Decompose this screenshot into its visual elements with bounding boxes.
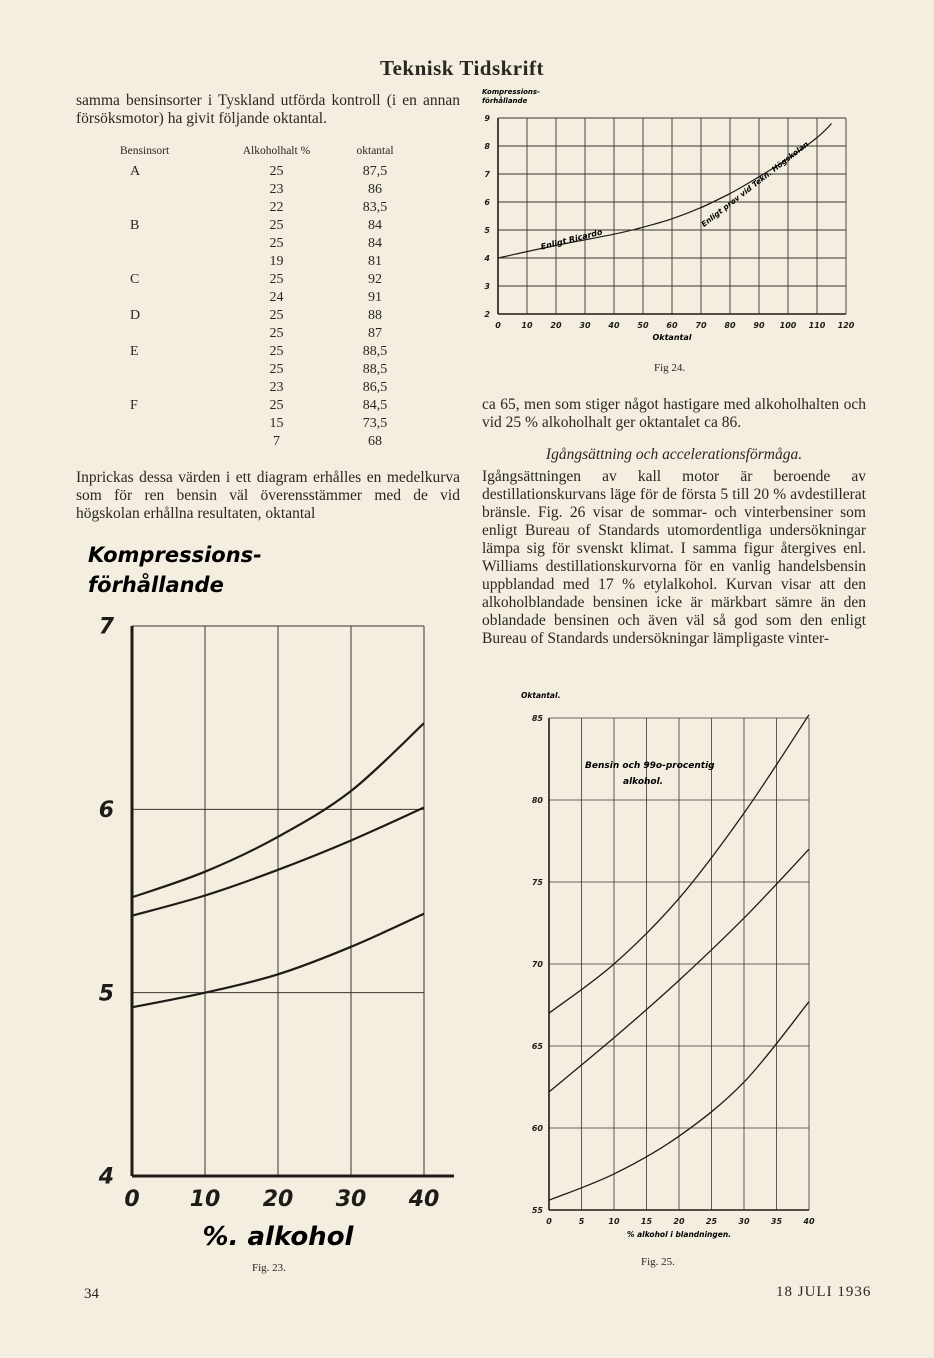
table-cell-sort — [120, 325, 213, 343]
table-cell-alcohol: 25 — [269, 236, 284, 251]
table-cell-sort — [120, 361, 213, 379]
series-label: Enligt prov vid Tekn. Högskolan — [699, 139, 811, 229]
x-tick-label: 90 — [753, 321, 765, 330]
section-heading: Igångsättning och accelerationsförmåga. — [545, 446, 803, 463]
table-cell-alcohol: 15 — [269, 416, 284, 431]
y-tick-label: 8 — [484, 141, 490, 151]
table-cell-alcohol: 22 — [269, 200, 284, 215]
x-tick-label: 5 — [578, 1217, 585, 1226]
table-row — [120, 343, 410, 361]
table-row — [120, 361, 410, 379]
octane-table — [120, 145, 410, 451]
x-tick-label: 70 — [695, 321, 707, 330]
table-row — [120, 181, 410, 199]
y-tick-label: 4 — [484, 253, 490, 263]
table-row — [120, 307, 410, 325]
x-tick-label: 50 — [637, 321, 649, 330]
table-row — [120, 163, 410, 181]
fig25-chart — [515, 686, 835, 1246]
table-cell-octane: 86 — [368, 182, 383, 197]
x-axis-title: %. alkohol — [202, 1222, 354, 1252]
table-row — [120, 415, 410, 433]
y-axis-title: Oktantal. — [521, 691, 561, 700]
x-tick-label: 20 — [550, 321, 562, 330]
x-tick-label: 25 — [705, 1217, 718, 1226]
table-cell-sort — [120, 379, 213, 397]
right-paragraph-2: Igångsättningen av kall motor är beroende av destillationskurvans läge för de första 5 till 20 % avdestillerat bränsle. Fig. 26 visar de sommar- och vinterbensiner som enligt Bureau of Standards utomordentliga undersökningar lämpa sig för svenskt klimat. I samma figur återgives enl. Williams destillationskurvorna för en vanlig handelsbensin uppblandad med 17 % etylalkohol. Kurvan visar att den alkoholblandade bensinen icke är märkbart sämre än den oblandade bensinen och även väl så god som den enligt Bureau of Standards undersökningar lämpligaste vinter- — [482, 468, 866, 647]
table-cell-sort: F — [130, 398, 138, 413]
table-cell-octane: 73,5 — [362, 416, 388, 431]
fig23-chart — [80, 540, 470, 1280]
x-tick-label: 40 — [608, 321, 620, 330]
table-cell-sort — [120, 415, 213, 433]
right-paragraph-1: ca 65, men som stiger något hastigare med alkoholhalten och vid 25 % alkoholhalt ger oktantalet ca 86. — [482, 396, 866, 431]
y-tick-label: 3 — [484, 281, 490, 291]
x-tick-label: 80 — [724, 321, 736, 330]
y-tick-label: 65 — [531, 1041, 543, 1051]
table-cell-alcohol: 7 — [272, 434, 280, 449]
table-cell-sort: C — [130, 272, 140, 287]
left-paragraph: Inprickas dessa värden i ett diagram erhålles en medelkurva som för ren bensin väl överensstämmer med de vid högskolan erhållna resultaten, oktantal — [76, 469, 460, 522]
x-tick-label: 30 — [579, 321, 591, 330]
x-tick-label: 110 — [808, 321, 826, 330]
x-tick-label: 120 — [837, 321, 855, 330]
x-tick-label: 0 — [546, 1217, 552, 1226]
table-row — [120, 235, 410, 253]
table-row — [120, 289, 410, 307]
table-cell-octane: 91 — [368, 290, 383, 305]
series-label: Enligt Ricardo — [539, 227, 604, 252]
fig24-chart — [470, 82, 870, 382]
table-cell-octane: 84 — [368, 236, 383, 251]
table-header: Alkoholhalt % — [242, 145, 311, 157]
table-cell-sort — [120, 235, 213, 253]
table-cell-alcohol: 24 — [269, 290, 284, 305]
table-cell-alcohol: 25 — [269, 362, 284, 377]
y-axis-title: förhållande — [88, 573, 224, 597]
table-cell-octane: 92 — [368, 272, 383, 287]
issue-date: 18 JULI 1936 — [776, 1284, 872, 1300]
x-tick-label: 10 — [521, 321, 533, 330]
table-cell-octane: 88 — [368, 308, 383, 323]
y-tick-label: 6 — [484, 197, 490, 207]
table-cell-sort — [120, 181, 213, 199]
series-line-2 — [701, 124, 832, 208]
y-tick-label: 55 — [531, 1205, 543, 1215]
table-cell-alcohol: 25 — [269, 344, 284, 359]
table-cell-alcohol: 23 — [269, 380, 284, 395]
fig23-caption: Fig. 23. — [252, 1262, 286, 1274]
table-cell-sort: D — [130, 308, 141, 323]
table-row — [120, 217, 410, 235]
left-intro-text: samma bensinsorter i Tyskland utförda kontroll (i en annan försöksmotor) ha givit följande oktantal. — [76, 92, 460, 127]
y-tick-label: 60 — [531, 1123, 543, 1133]
y-axis-title: Kompressions- — [88, 543, 262, 567]
chart-annotation: alkohol. — [623, 777, 664, 787]
table-row — [120, 379, 410, 397]
x-tick-label: 35 — [770, 1217, 783, 1226]
x-tick-label: 30 — [738, 1217, 750, 1226]
x-tick-label: 40 — [408, 1187, 440, 1212]
y-tick-label: 9 — [484, 113, 490, 123]
table-cell-alcohol: 25 — [269, 218, 284, 233]
y-tick-label: 75 — [531, 877, 543, 887]
y-tick-label: 70 — [531, 959, 543, 969]
page-number: 34 — [84, 1286, 99, 1302]
table-cell-sort: B — [130, 218, 140, 233]
x-tick-label: 30 — [335, 1187, 367, 1212]
table-row — [120, 433, 410, 451]
table-cell-octane: 88,5 — [362, 362, 388, 377]
table-cell-sort — [120, 199, 213, 217]
y-tick-label: 6 — [98, 798, 114, 824]
table-cell-octane: 88,5 — [362, 344, 388, 359]
y-tick-label: 4 — [98, 1164, 114, 1190]
table-cell-sort — [120, 433, 213, 451]
table-cell-octane: 87 — [368, 326, 383, 341]
table-cell-sort — [120, 289, 213, 307]
table-cell-octane: 84,5 — [362, 398, 388, 413]
y-tick-label: 2 — [484, 309, 490, 319]
y-tick-label: 85 — [531, 713, 543, 723]
table-cell-octane: 84 — [368, 218, 383, 233]
x-tick-label: 15 — [640, 1217, 653, 1226]
table-cell-sort — [120, 253, 213, 271]
table-row — [120, 199, 410, 217]
table-header: Bensinsort — [120, 145, 170, 157]
y-axis-title: Kompressions- — [482, 88, 540, 96]
y-tick-label: 5 — [484, 225, 490, 235]
table-cell-alcohol: 25 — [269, 308, 284, 323]
y-tick-label: 80 — [531, 795, 543, 805]
fig25-caption: Fig. 25. — [641, 1256, 675, 1268]
table-cell-octane: 81 — [368, 254, 383, 269]
table-row — [120, 325, 410, 343]
x-tick-label: 0 — [124, 1187, 140, 1212]
y-tick-label: 7 — [484, 169, 490, 179]
table-cell-sort: A — [130, 164, 141, 179]
x-tick-label: 40 — [803, 1217, 815, 1226]
x-axis-title: % alkohol i blandningen. — [626, 1230, 732, 1239]
table-cell-octane: 86,5 — [362, 380, 388, 395]
y-axis-title: förhållande — [482, 97, 528, 105]
table-row — [120, 271, 410, 289]
x-tick-label: 10 — [189, 1187, 221, 1212]
table-header: oktantal — [356, 145, 394, 157]
table-cell-alcohol: 25 — [269, 272, 284, 287]
x-axis-title: Oktantal — [652, 333, 692, 342]
table-cell-alcohol: 23 — [269, 182, 284, 197]
y-tick-label: 5 — [98, 981, 114, 1007]
journal-header: Teknisk Tidskrift — [380, 56, 544, 80]
table-cell-sort: E — [130, 344, 139, 359]
x-tick-label: 0 — [495, 321, 501, 330]
y-tick-label: 7 — [98, 614, 114, 640]
table-cell-octane: 87,5 — [362, 164, 388, 179]
table-cell-octane: 83,5 — [362, 200, 388, 215]
table-cell-alcohol: 19 — [269, 254, 284, 269]
table-cell-alcohol: 25 — [269, 398, 284, 413]
table-row — [120, 253, 410, 271]
table-row — [120, 397, 410, 415]
table-cell-octane: 68 — [368, 434, 383, 449]
x-tick-label: 100 — [779, 321, 797, 330]
x-tick-label: 20 — [262, 1187, 294, 1212]
x-tick-label: 10 — [608, 1217, 620, 1226]
chart-annotation: Bensin och 99o-procentig — [585, 761, 715, 771]
x-tick-label: 20 — [673, 1217, 685, 1226]
table-cell-alcohol: 25 — [269, 326, 284, 341]
fig24-caption: Fig 24. — [654, 362, 686, 374]
x-tick-label: 60 — [666, 321, 678, 330]
table-cell-alcohol: 25 — [269, 164, 284, 179]
